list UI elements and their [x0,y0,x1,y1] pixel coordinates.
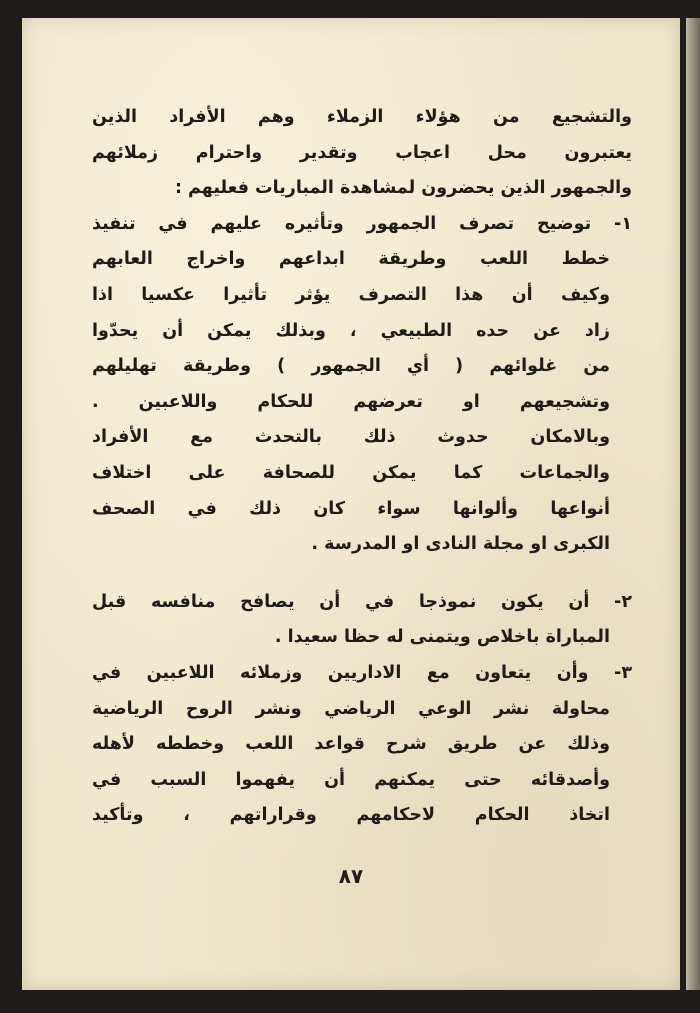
item3-line-5: اتخاذ الحكام لاحكامهم وقراراتهم ، وتأكيد [92,805,610,826]
item3-line-1: ٣- وأن يتعاون مع الاداريين وزملائه اللاعبين في [92,662,632,683]
item1-line-6: وتشجيعهم او تعرضهم للحكام واللاعبين . [92,391,610,412]
intro-line-2: يعتبرون محل اعجاب وتقدير واحترام زملائهم [92,142,632,163]
page-edge [686,18,700,990]
paragraph-gap [92,563,632,585]
item1-line-9: أنواعها وألوانها سواء كان ذلك في الصحف [92,498,610,519]
item1-line-1: ١- توضيح تصرف الجمهور وتأثيره عليهم في تنفيذ [92,213,632,234]
item3-line-3: وذلك عن طريق شرح قواعد اللعب وخططه لأهله [92,734,610,755]
body-text [92,100,632,834]
item1-line-2: خطط اللعب وطريقة ابداعهم واخراج العابهم [92,249,610,270]
item1-line-3: وكيف أن هذا التصرف يؤثر تأثيرا عكسيا اذا [92,284,610,305]
item1-line-10: الكبرى او مجلة النادى او المدرسة . [311,534,610,555]
item1-line-8: والجماعات كما يمكن للصحافة على اختلاف [92,462,610,483]
intro-line-1: والتشجيع من هؤلاء الزملاء وهم الأفراد الذين [92,107,632,127]
item2-line-2: المباراة باخلاص ويتمنى له حظا سعيدا . [274,627,610,648]
intro-line-3: والجمهور الذين يحضرون لمشاهدة المباريات فعليهم : [174,178,632,199]
item1-line-7: وبالامكان حدوث ذلك بالتحدث مع الأفراد [92,427,610,448]
page-sheet [22,18,680,990]
item1-line-5: من غلوائهم ( أي الجمهور ) وطريقة تهليلهم [92,356,610,377]
item3-line-2: محاولة نشر الوعي الرياضي ونشر الروح الرياضية [92,698,610,719]
item1-line-4: زاد عن حده الطبيعي ، وبذلك يمكن أن يحدّوا [92,320,610,341]
page-number: ٨٧ [338,864,364,888]
item2-line-1: ٢- أن يكون نموذجا في أن يصافح منافسه قبل [92,591,632,612]
item3-line-4: وأصدقائه حتى يمكنهم أن يفهموا السبب في [92,769,610,790]
